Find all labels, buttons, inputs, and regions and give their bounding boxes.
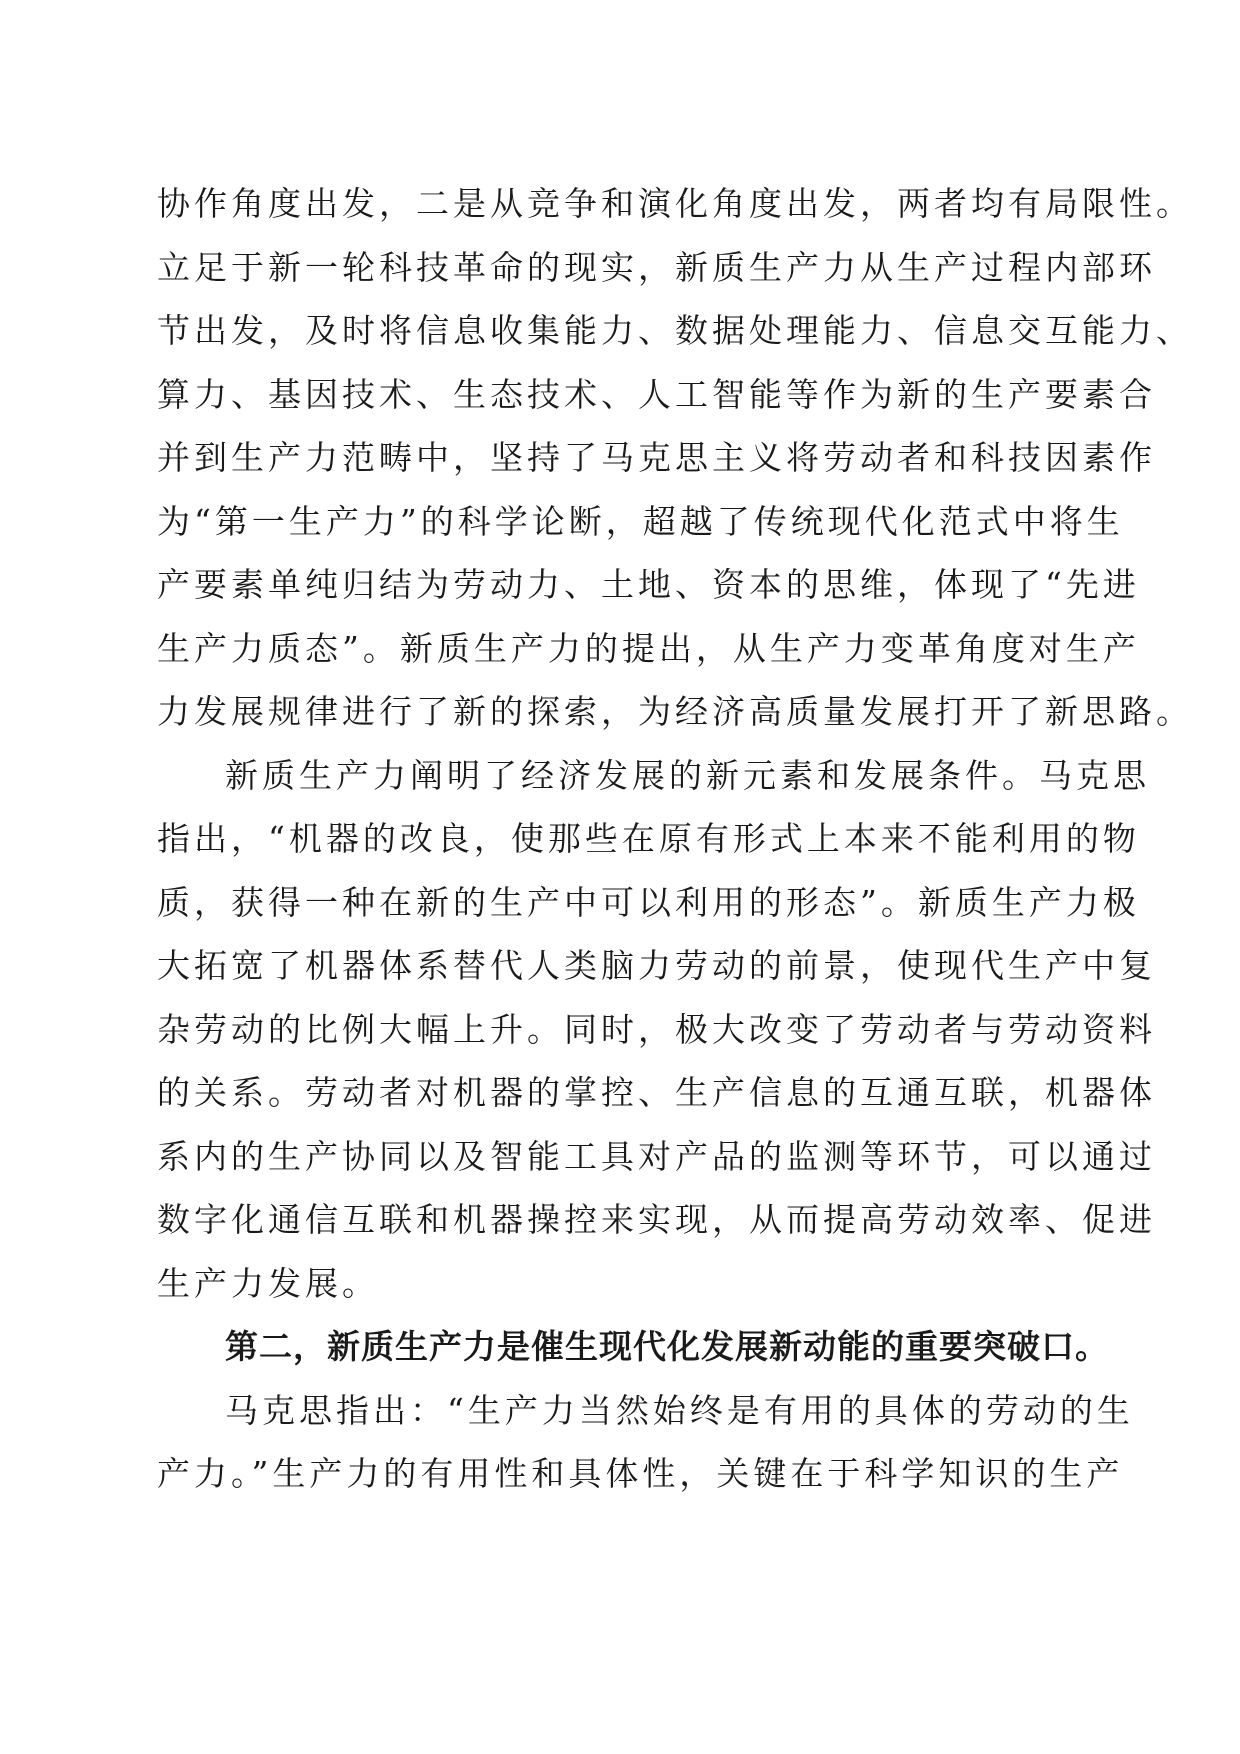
text-line: 数字化通信互联和机器操控来实现，从而提高劳动效率、促进 [157,1200,1156,1239]
text-line: 产要素单纯归结为劳动力、土地、资本的思维，体现了“先进 [157,565,1140,604]
text-line: 生产力质态”。新质生产力的提出，从生产力变革角度对生产 [157,628,1140,668]
paragraph-start-line: 马克思指出：“生产力当然始终是有用的具体的劳动的生 [225,1390,1134,1430]
body-text [157,172,1193,1506]
text-line: 并到生产力范畴中，坚持了马克思主义将劳动者和科技因素作 [157,438,1156,477]
text-line: 的关系。劳动者对机器的掌控、生产信息的互通互联，机器体 [157,1073,1156,1112]
text-line: 产力。”生产力的有用性和具体性，关键在于科学知识的生产 [157,1454,1124,1493]
paragraph-start-line: 新质生产力阐明了经济发展的新元素和发展条件。马克思 [225,755,1150,795]
text-line: 力发展规律进行了新的探索，为经济高质量发展打开了新思路。 [157,692,1193,731]
text-line: 协作角度出发，二是从竞争和演化角度出发，两者均有局限性。 [157,184,1193,223]
text-line: 生产力发展。 [157,1263,379,1303]
text-line: 算力、基因技术、生态技术、人工智能等作为新的生产要素合 [157,374,1156,414]
text-line: 系内的生产协同以及智能工具对产品的监测等环节，可以通过 [157,1136,1156,1176]
text-line: 立足于新一轮科技革命的现实，新质生产力从生产过程内部环 [157,247,1156,287]
text-line: 指出，“机器的改良，使那些在原有形式上本来不能利用的物 [157,819,1140,858]
text-line: 大拓宽了机器体系替代人类脑力劳动的前景，使现代生产中复 [157,946,1156,985]
text-line: 节出发，及时将信息收集能力、数据处理能力、信息交互能力、 [157,311,1193,350]
text-line: 质，获得一种在新的生产中可以利用的形态”。新质生产力极 [157,882,1140,922]
text-line: 杂劳动的比例大幅上升。同时，极大改变了劳动者与劳动资料 [157,1009,1156,1049]
text-line: 为“第一生产力”的科学论断，超越了传统现代化范式中将生 [157,501,1124,541]
section-heading: 第二，新质生产力是催生现代化发展新动能的重要突破口。 [225,1327,1109,1366]
